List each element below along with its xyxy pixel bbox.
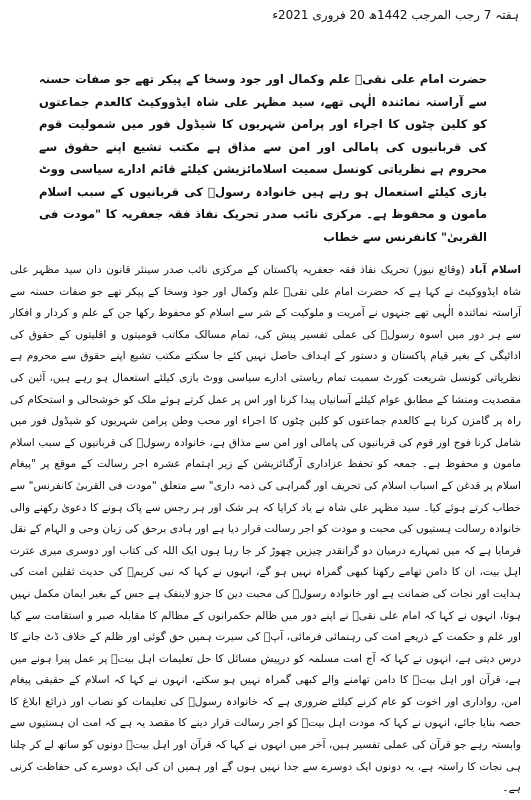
article-agency: (وقائع نیوز) xyxy=(413,264,465,276)
article-paragraph xyxy=(10,260,521,800)
headline xyxy=(39,68,487,248)
headline-text: حضرت امام علی نقیؑ علم وکمال اور جود وسخا کے پیکر تھے جو صفات حسنہ سے آراستہ نمائندہ الٰہی تھے، سید مظہر علی شاہ ایڈووکیٹ کالعدم جماعتوں کو کلین چٹوں کا اجراء اور پرامن شہریوں کا شیڈول فور میں شمولیت قوم کی قربانیوں کی پامالی اور امن سے مذاق ہے مکتب تشیع اپنے حقوق سے محروم ہے نظریاتی کونسل سمیت اسلامائزیشن کیلئے قائم ادارے سیاسی ووٹ بازی کیلئے استعمال ہو رہے ہیں خانوادہ رسولؐ کی قربانیوں کے سبب اسلام مامون و محفوظ ہے۔ مرکزی نائب صدر تحریک نفاذ فقہ جعفریہ کا "مودت فی القربیٰ" کانفرنس سے خطاب xyxy=(39,72,487,244)
article-body xyxy=(10,260,521,800)
article-text: تحریک نفاذ فقہ جعفریہ پاکستان کے مرکزی نائب صدر سینئر قانون دان سید مظہر علی شاہ ایڈووکیٹ نے کہا ہے کہ حضرت امام علی نقیؑ علم وکمال اور جود وسخا کے پیکر تھے جو صفات حسنہ سے آراستہ نمائندہ الٰہی تھے جنہوں نے آمریت و ملوکیت کے شر سے اسلام کو محفوظ رکھا جن کے علم و کردار و افکار سے ہر دور میں اسوہ رسولؐ کی عملی تفسیر پیش کی، تمام مسالک مکاتب قومیتوں و اقلیتوں کے حقوق کی ادائیگی کے بغیر قیام پاکستان و دستور کے اہداف حاصل نہیں کئے جا سکتے مکتب تشیع اپنے حقوق سے محروم ہے نظریاتی کونسل شریعت کورٹ سمیت تمام ریاستی ادارے سیاسی ووٹ بازی کیلئے استعمال ہو رہے ہیں، آئین کی مقصدیت ومنشا کے مطابق عوام کیلئے آسانیاں پیدا کرنا اور اس پر عمل کرتے ہوئے ملک کو خوشحالی و استحکام کی راہ پر گامزن کرنا ہے کالعدم جماعتوں کو کلین چٹوں کا اجراء اور محب وطن پرامن شہریوں کو شیڈول فور میں شامل کرنا فوج اور قوم کی قربانیوں کی پامالی اور امن سے مذاق ہے، خانوادہ رسولؐ کی قربانیوں کے سبب اسلام مامون و محفوظ ہے۔ جمعہ کو تحفظ عزاداری آرگنائزیشن کے زیر اہتمام عشرہ اجر رسالت کے موقع پر "پیغام اسلام پر قدغن کے اسباب اسلام کی تحریف اور گمراہی کی ذمہ داری" سے متعلق "مودت فی القربیٰ کانفرنس" سے خطاب کرتے ہوئے کیا۔ سید مظہر علی شاہ نے یاد کرایا کہ ہر شک اور ہر رجس سے پاک ہونے کا دعویٰ رکھنے والی خانوادہ رسالت ہستیوں کی محبت و مودت کو اجر رسالت قرار دیا ہے اور ہادی برحق کی زبان وحی و الہام کے نقل فرمایا ہے کہ میں تمہارے درمیان دو گرانقدر چیزیں چھوڑ کر جا رہا ہوں ایک اللہ کی کتاب اور دوسری میری عترت اہل بیت، ان کا دامن تھامے رکھنا کبھی گمراہ نہیں ہو گے، انہوں نے کہا کہ نبی کریمؐ کی حدیث ثقلین امت کی ہدایت اور نجات کی ضمانت ہے اور خانوادہ رسولؐ کی محبت دین کا جزو لاینفک ہے جس کے بغیر ایمان مکمل نہیں ہوتا، انہوں نے کہا کہ امام علی نقیؑ نے اپنے دور میں ظالم حکمرانوں کے مظالم کا مقابلہ صبر و استقامت سے کیا اور علم و حکمت کے ذریعے امت کی رہنمائی فرمائی، آپؑ کی سیرت ہمیں حق گوئی اور ظلم کے خلاف ڈٹ جانے کا درس دیتی ہے، انہوں نے کہا کہ آج امت مسلمہ کو درپیش مسائل کا حل تعلیمات اہل بیتؑ پر عمل پیرا ہونے میں ہے، قرآن اور اہل بیتؑ کا دامن تھامنے والے کبھی گمراہ نہیں ہو سکتے، انہوں نے کہا کہ اسلام کے حقیقی پیغام امن، رواداری اور اخوت کو عام کرنے کیلئے ضروری ہے کہ خانوادہ رسولؐ کی تعلیمات کو نصاب اور ذرائع ابلاغ کا حصہ بنایا جائے، انہوں نے کہا کہ مودت اہل بیتؑ کو اجر رسالت قرار دینے کا مقصد یہ ہے کہ امت ان ہستیوں سے وابستہ رہے جو قرآن کی عملی تفسیر ہیں، آخر میں انہوں نے کہا کہ قرآن اور اہل بیتؑ دونوں کو ساتھ لے کر چلنا ہی نجات کا راستہ ہے، یہ دونوں ایک دوسرے سے جدا نہیں ہوں گے اور ہمیں ان کی ایک دوسرے کی حفاظت کرنی ہے۔ xyxy=(10,264,521,795)
article-place: اسلام آباد xyxy=(469,264,521,276)
dateline: ہفتہ 7 رجب المرجب 1442ھ 20 فروری 2021ء xyxy=(272,8,519,22)
